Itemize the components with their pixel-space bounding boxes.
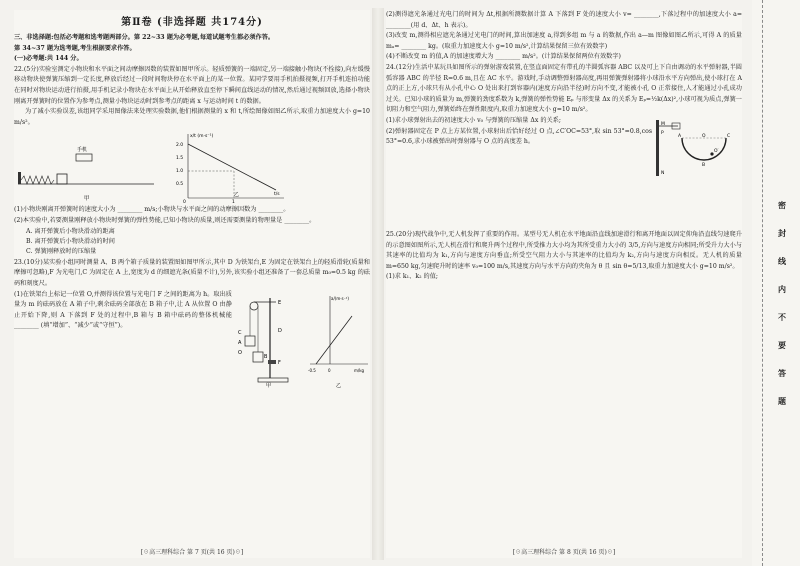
q24-label-a: A	[678, 133, 682, 139]
q22-yi-ytick-1: 2.0	[176, 143, 184, 149]
q22-stem2: 为了减小实验误差,该组同学采用图像法来处理实验数据,他们根据测量的 x 和 t,所绘图像如图乙所示,取重力加速度大小 g=10 m/s²。	[14, 108, 370, 126]
block-icon	[57, 174, 67, 184]
q23-yi-ylabel: a/(m·s⁻²)	[331, 295, 349, 301]
q23-yi-xtick: -0.5	[308, 367, 316, 373]
q23-yi-origin: 0	[328, 367, 331, 373]
q23-label-c: C	[238, 329, 242, 336]
q23-fig-jia-caption: 甲	[266, 382, 272, 388]
page-7-footer: [☉高三理科综合 第 7 页(共 16 页)☉]	[140, 549, 244, 556]
pulley-icon	[250, 302, 258, 310]
q24-sub2: (2)弹射器固定在 P 点上方某位置,小球射出后恰好经过 O 点,∠C′OC=53°,取 sin 53°=0.8,cos 53°=0.6,求小球被弹出时弹射器与 O 点的高度差 h。	[386, 127, 652, 146]
seal-char-5: 不	[778, 312, 786, 322]
q23-yi-line	[316, 316, 352, 364]
page-right	[386, 10, 742, 558]
q22-figure-yi	[174, 130, 294, 204]
seal-line-margin	[752, 0, 800, 566]
q23-label-b: B	[264, 353, 268, 360]
page-left	[14, 10, 370, 558]
q23-body	[14, 290, 370, 388]
q24-label-b: B	[702, 162, 706, 168]
semicircle-container	[682, 138, 726, 160]
q24-label-n: N	[661, 170, 665, 176]
seal-char-7: 答	[778, 368, 786, 378]
q22-yi-ytick-2: 1.5	[176, 156, 184, 162]
q24-sub1: (1)求小球弹射出去的初速度大小 v₀ 与弹簧的压缩量 Δx 的关系;	[386, 116, 561, 124]
q23-sub3: (3)改变 m,测得相应遮光条通过光电门的时间,算出加速度 a,得到多组 m 与 a 的数据,作出 a—m 图像如图乙所示,可得 A 的质量 mₐ= ________ kg。(取重力加速度大小 g=10 m/s²,计算结果保留三位有效数字)	[386, 32, 742, 50]
q22-figure-jia	[14, 142, 164, 204]
q23-figure-yi	[306, 292, 370, 388]
q22-phone-label: 手机	[77, 147, 88, 154]
q24-label-p: P	[661, 130, 664, 136]
q23-label-a: A	[238, 339, 242, 346]
seal-char-8: 题	[778, 396, 786, 406]
q23-label-e: E	[278, 299, 282, 306]
seal-char-4: 内	[778, 284, 786, 294]
q22-yi-ylabel: x/t (m·s⁻¹)	[190, 134, 214, 140]
box-a	[245, 336, 255, 346]
seal-char-2: 封	[778, 228, 786, 238]
wall	[18, 172, 21, 184]
q22-option-b: B. 离开弹簧后小物块滑动的时间	[26, 237, 115, 245]
q23-figures	[236, 290, 370, 388]
q22-yi-ytick-3: 1.0	[176, 169, 184, 175]
spring-icon	[21, 176, 54, 184]
q25-stem: 25.(20分)现代战争中,无人机发挥了重要的作用。某型号无人机在水平地面沿直线加速滑行和离开地面以固定仰角沿直线匀速爬升的示意图如图所示,无人机在滑行和爬升两个过程中,所受推力大小均为其所受重力大小的 3/5,方向与速度方向相同;所受升力大小与其速率的比值均为 k₁,方向与速度方向垂直;所受空气阻力大小与其速率的比值均为 k₂,方向与速度方向相反。无人机的质量 m=650 kg,匀速爬升时的速率 v₀=100 m/s,其速度方向与水平方向的夹角为 θ 且 sin θ=5/13,取重力加速度大小 g=10 m/s²。	[386, 230, 742, 270]
instructions-line1: 三、非选择题:包括必考题和选考题两部分。第 22~33 题为必考题,每道试题考生都必须作答。	[14, 34, 275, 41]
q22-yi-line	[188, 144, 276, 190]
q23-label-o: O	[238, 349, 242, 356]
q22-option-a: A. 离开弹簧后小物块滑动的距离	[26, 227, 115, 235]
seal-char-3: 线	[778, 256, 786, 266]
q25-sub1: (1)求 k₁、k₂ 的值;	[386, 273, 438, 281]
section-title: 第Ⅱ卷 (非选择题 共174分)	[121, 17, 263, 28]
box-b	[253, 352, 263, 362]
q22-yi-ytick-4: 0.5	[176, 182, 184, 188]
q22-figures	[14, 130, 370, 204]
seal-char-1: 密	[778, 200, 786, 210]
q23-label-d: D	[278, 327, 282, 334]
q22-yi-origin: 0	[183, 200, 186, 205]
q22-yi-xlabel: t/s	[274, 192, 280, 198]
q24-label-o-prime: O′	[714, 148, 719, 154]
q22-sub1: (1)小物块刚离开弹簧时的速度大小为 ________ m/s;小物块与水平面之间的动摩擦因数为 ________。	[14, 206, 290, 214]
page-gutter	[372, 8, 384, 560]
q23-sub2: (2)测得遮光条通过光电门的时间为 Δt,根据所测数据计算 A 下落到 F 处的速度大小 v= ________,下落过程中的加速度大小 a= ________(用 d、Δt、h 表示)。	[386, 11, 742, 29]
q24-figure	[652, 116, 732, 178]
q23-figure-jia	[236, 292, 302, 388]
q23-sub4: (4)不断改变 m 的值,A 的加速度增大为 ________ m/s²。(计算结果保留两位有效数字)	[386, 53, 621, 61]
seal-char-6: 要	[778, 340, 786, 350]
q24-label-c: C	[727, 133, 731, 139]
phone-icon	[76, 154, 92, 161]
q24-label-m: M	[661, 121, 665, 127]
page-8-footer: [☉高三理科综合 第 8 页(共 16 页)☉]	[512, 549, 616, 556]
q23-yi-xlabel: m/kg	[354, 367, 365, 373]
q22-fig-jia-caption: 甲	[84, 196, 90, 203]
q23-stem: 23.(10分)某实验小组同时测量 A、B 两个箱子质量的装置图如图甲所示,其中 D 为铁架台,E 为固定在铁架台上的轻质滑轮(质量和摩擦可忽略),F 为光电门,C 为固定在 A 上,宽度为 d 的细遮光条(质量不计),另外,该实验小组还准备了一套总质量 m₀=0.5 kg 的砝码和刻度尺。	[14, 258, 370, 287]
photogate-icon	[268, 360, 276, 364]
q22-fig-yi-caption: 乙	[234, 192, 240, 199]
q22-yi-xtick: 1	[232, 200, 235, 205]
q22-option-c: C. 弹簧刚释放时的压缩量	[26, 248, 97, 256]
q23-fig-yi-caption: 乙	[336, 382, 342, 388]
q24-label-o: O	[702, 133, 706, 139]
instructions-line3: (一)必考题:共 144 分。	[14, 55, 83, 63]
q24-stem: 24.(12分)生活中某玩具如图所示的弹射游戏装置,在竖直面固定有带孔的半圆弧容器 ABC 以及可上下自由调动的水平弹射器,半圆弧容器 ABC 的半径 R=0.6 m,且在 AC 水平。游戏时,手动调整弹射器高度,再用弹簧弹射器将小球沿水平方向弹出,使小球打在 A 点的正上方,小球只有从小孔中心 O 处出来打到容器内(速度方向沿半径)时方向不变,才能被小孔 O 正常接住,人才能通过小孔成功过关。已知小球的质量为 m,弹簧的劲度系数为 k,弹簧的弹性势能 Eₚ 与形变量 Δx 的关系为 Eₚ=½k(Δx)²,小球可视为质点,弹簧一切阻力和空气阻力,弹簧始终在弹性限度内,取重力加速度大小 g=10 m/s²。	[386, 63, 742, 114]
seal-dashed-line	[762, 0, 763, 566]
q23-sub1: (1)在铁架台上标记一位置 O,并测得该位置与光电门 F 之间的距离为 h。取出质量为 m 的砝码放在 A 箱子中,剩余砝码全部放在 B 箱子中,让 A 从位置 O 由静止开始下降,则 A 下落到 F 处的过程中,B 箱与 B 箱中砝码的整体机械能 ________ (填“增加”、“减少”或“守恒”)。	[14, 290, 232, 330]
q22-stem: 22.(5分)实验室测定小物块和水平面之间动摩擦因数的装置如图甲所示。轻质弹簧的一端固定,另一端接触小物块(不拴接),向左缓慢移动物块使弹簧压缩到一定长度,释放后经过一段时间物块停在水平面上的某一位置。某同学要用手机拍摄视频,打开手机连拍功能在同时对物块运动进行拍摄,用手机记录小物块在水平面上从开始释放直至停下瞬间直线运动的情况,然后通过视频回放,选择小物块刚离开弹簧时的位置作为参考点,测量小物块运动时到参考点的距离 x 与运动时间 t 的数据。	[14, 65, 370, 105]
instructions-line2: 第 34~37 题为选考题,考生根据要求作答。	[14, 44, 136, 52]
q24-body	[386, 116, 742, 178]
q23-label-f: F	[278, 359, 281, 366]
q22-sub2: (2)本实验中,若要测量刚释放小物块时弹簧的弹性势能,已知小物块的质量,则还需要测量的物理量是 ________。	[14, 216, 316, 224]
